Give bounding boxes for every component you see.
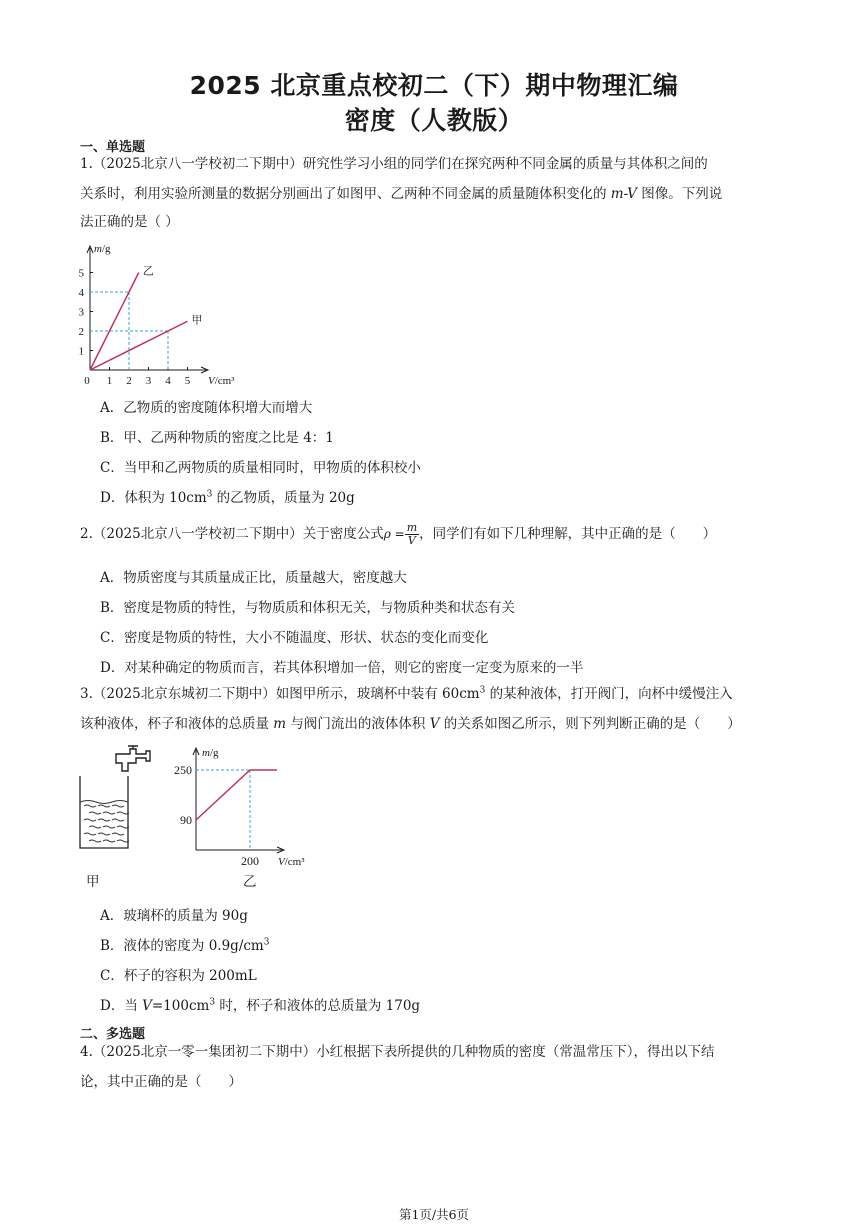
y-tick-label: 90 — [180, 813, 192, 827]
x-tick-label: 200 — [241, 854, 259, 868]
series-line-1 — [90, 321, 188, 370]
wave-mark — [84, 819, 96, 821]
y-axis-label: m/g — [202, 747, 219, 759]
q2-stem: 2.（2025北京八一学校初二下期中）关于密度公式ρ = $\frac{m}{V}$ ，同学们有如下几种理解，其中正确的是（ ） — [80, 521, 717, 547]
wave-mark — [117, 812, 129, 814]
wave-mark — [98, 819, 110, 821]
wave-mark — [117, 826, 129, 828]
x-axis-label: V/cm³ — [208, 375, 235, 387]
x-axis-label: V/cm³ — [278, 856, 305, 868]
y-tick-label: 250 — [174, 763, 192, 777]
q4-line1: 4.（2025北京一零一集团初二下期中）小红根据下表所提供的几种物质的密度（常温常压下），得出以下结 — [80, 1044, 715, 1060]
q1-line2: 关系时，利用实验所测量的数据分别画出了如图甲、乙两种不同金属的质量随体积变化的 m-V 图像。下列说 — [80, 186, 723, 202]
wave-mark — [117, 840, 129, 842]
q1-option-d[interactable]: D．体积为 $10cm^3$ 的乙物质，质量为 20g — [100, 489, 355, 506]
y-tick-label: 3 — [78, 306, 84, 319]
page-title: 2025 北京重点校初二（下）期中物理汇编 — [189, 71, 679, 100]
faucet-icon — [116, 746, 150, 771]
wave-mark — [103, 812, 115, 814]
wave-mark — [89, 840, 101, 842]
y-tick-label: 5 — [78, 267, 84, 280]
liquid-surface — [80, 801, 128, 804]
q3-line1: 3.（2025北京东城初二下期中）如图甲所示，玻璃杯中装有 $60cm^3$ 的某种液体，打开阀门，向杯中缓慢注入 — [80, 685, 733, 702]
section-heading-multi: 二、多选题 — [80, 1027, 146, 1042]
q1-line1: 1.（2025北京八一学校初二下期中）研究性学习小组的同学们在探究两种不同金属的质量与其体积之间的 — [80, 156, 708, 172]
q4-line2: 论，其中正确的是（ ） — [80, 1074, 242, 1090]
q1-line3: 法正确的是（ ） — [80, 214, 179, 230]
x-tick-label: 2 — [126, 375, 132, 387]
y-tick-label: 4 — [78, 287, 84, 299]
y-axis-label: m/g — [94, 243, 111, 255]
q3-option-c[interactable]: C．杯子的容积为 200mL — [100, 968, 257, 984]
q2-option-a[interactable]: A．物质密度与其质量成正比，质量越大，密度越大 — [100, 570, 407, 586]
q2-option-c[interactable]: C．密度是物质的特性，大小不随温度、形状、状态的变化而变化 — [100, 630, 489, 646]
q1-chart — [74, 238, 254, 388]
wave-mark — [84, 833, 96, 835]
wave-mark — [89, 812, 101, 814]
y-tick-label: 2 — [78, 326, 84, 338]
q2-option-b[interactable]: B．密度是物质的特性，与物质质和体积无关，与物质种类和状态有关 — [100, 600, 515, 616]
wave-mark — [112, 833, 124, 835]
series-label-0: 乙 — [142, 265, 154, 278]
q3-chart — [170, 742, 330, 872]
page-footer: 第1页/共6页 — [398, 1207, 470, 1222]
series-label-1: 甲 — [191, 314, 203, 327]
q1-option-c[interactable]: C．当甲和乙两物质的质量相同时，甲物质的体积校小 — [100, 460, 421, 476]
wave-mark — [98, 833, 110, 835]
wave-mark — [103, 826, 115, 828]
q3-fig-label-yi: 乙 — [243, 874, 257, 890]
x-tick-label: 3 — [145, 375, 152, 387]
section-heading-single: 一、单选题 — [80, 140, 146, 155]
x-tick-label: 1 — [106, 375, 113, 387]
q3-line2: 该种液体，杯子和液体的总质量 m 与阀门流出的液体体积 V 的关系如图乙所示，则下列判断正确的是（ ） — [80, 716, 741, 732]
q1-option-b[interactable]: B．甲、乙两种物质的密度之比是 4：1 — [100, 430, 334, 446]
series-line-0 — [196, 770, 277, 820]
q3-option-b[interactable]: B．液体的密度为 $0.9g/cm^3$ — [100, 937, 270, 954]
wave-mark — [112, 819, 124, 821]
x-tick-label: 4 — [165, 375, 171, 387]
wave-mark — [103, 840, 115, 842]
q3-option-a[interactable]: A．玻璃杯的质量为 90g — [100, 908, 248, 924]
q3-beaker-figure — [74, 742, 164, 862]
liquid-waves — [80, 801, 129, 843]
wave-mark — [89, 826, 101, 828]
q3-fig-label-jia: 甲 — [86, 874, 100, 890]
q2-fraction: $\frac{m}{V}$ — [406, 521, 418, 547]
wave-mark — [112, 805, 124, 807]
x-tick-label: 5 — [184, 375, 191, 387]
q3-option-d[interactable]: D．当 $V=100cm^3$ 时，杯子和液体的总质量为 170g — [100, 997, 421, 1014]
q2-option-d[interactable]: D．对某种确定的物质而言，若其体积增加一倍，则它的密度一定变为原来的一半 — [100, 660, 584, 676]
y-tick-label: 1 — [78, 345, 84, 358]
q1-option-a[interactable]: A．乙物质的密度随体积增大而增大 — [100, 400, 313, 416]
wave-mark — [84, 805, 96, 807]
page-subtitle: 密度（人教版） — [344, 106, 524, 135]
series-line-0 — [90, 273, 139, 371]
wave-mark — [98, 805, 110, 807]
x-tick-label: 0 — [84, 375, 90, 387]
